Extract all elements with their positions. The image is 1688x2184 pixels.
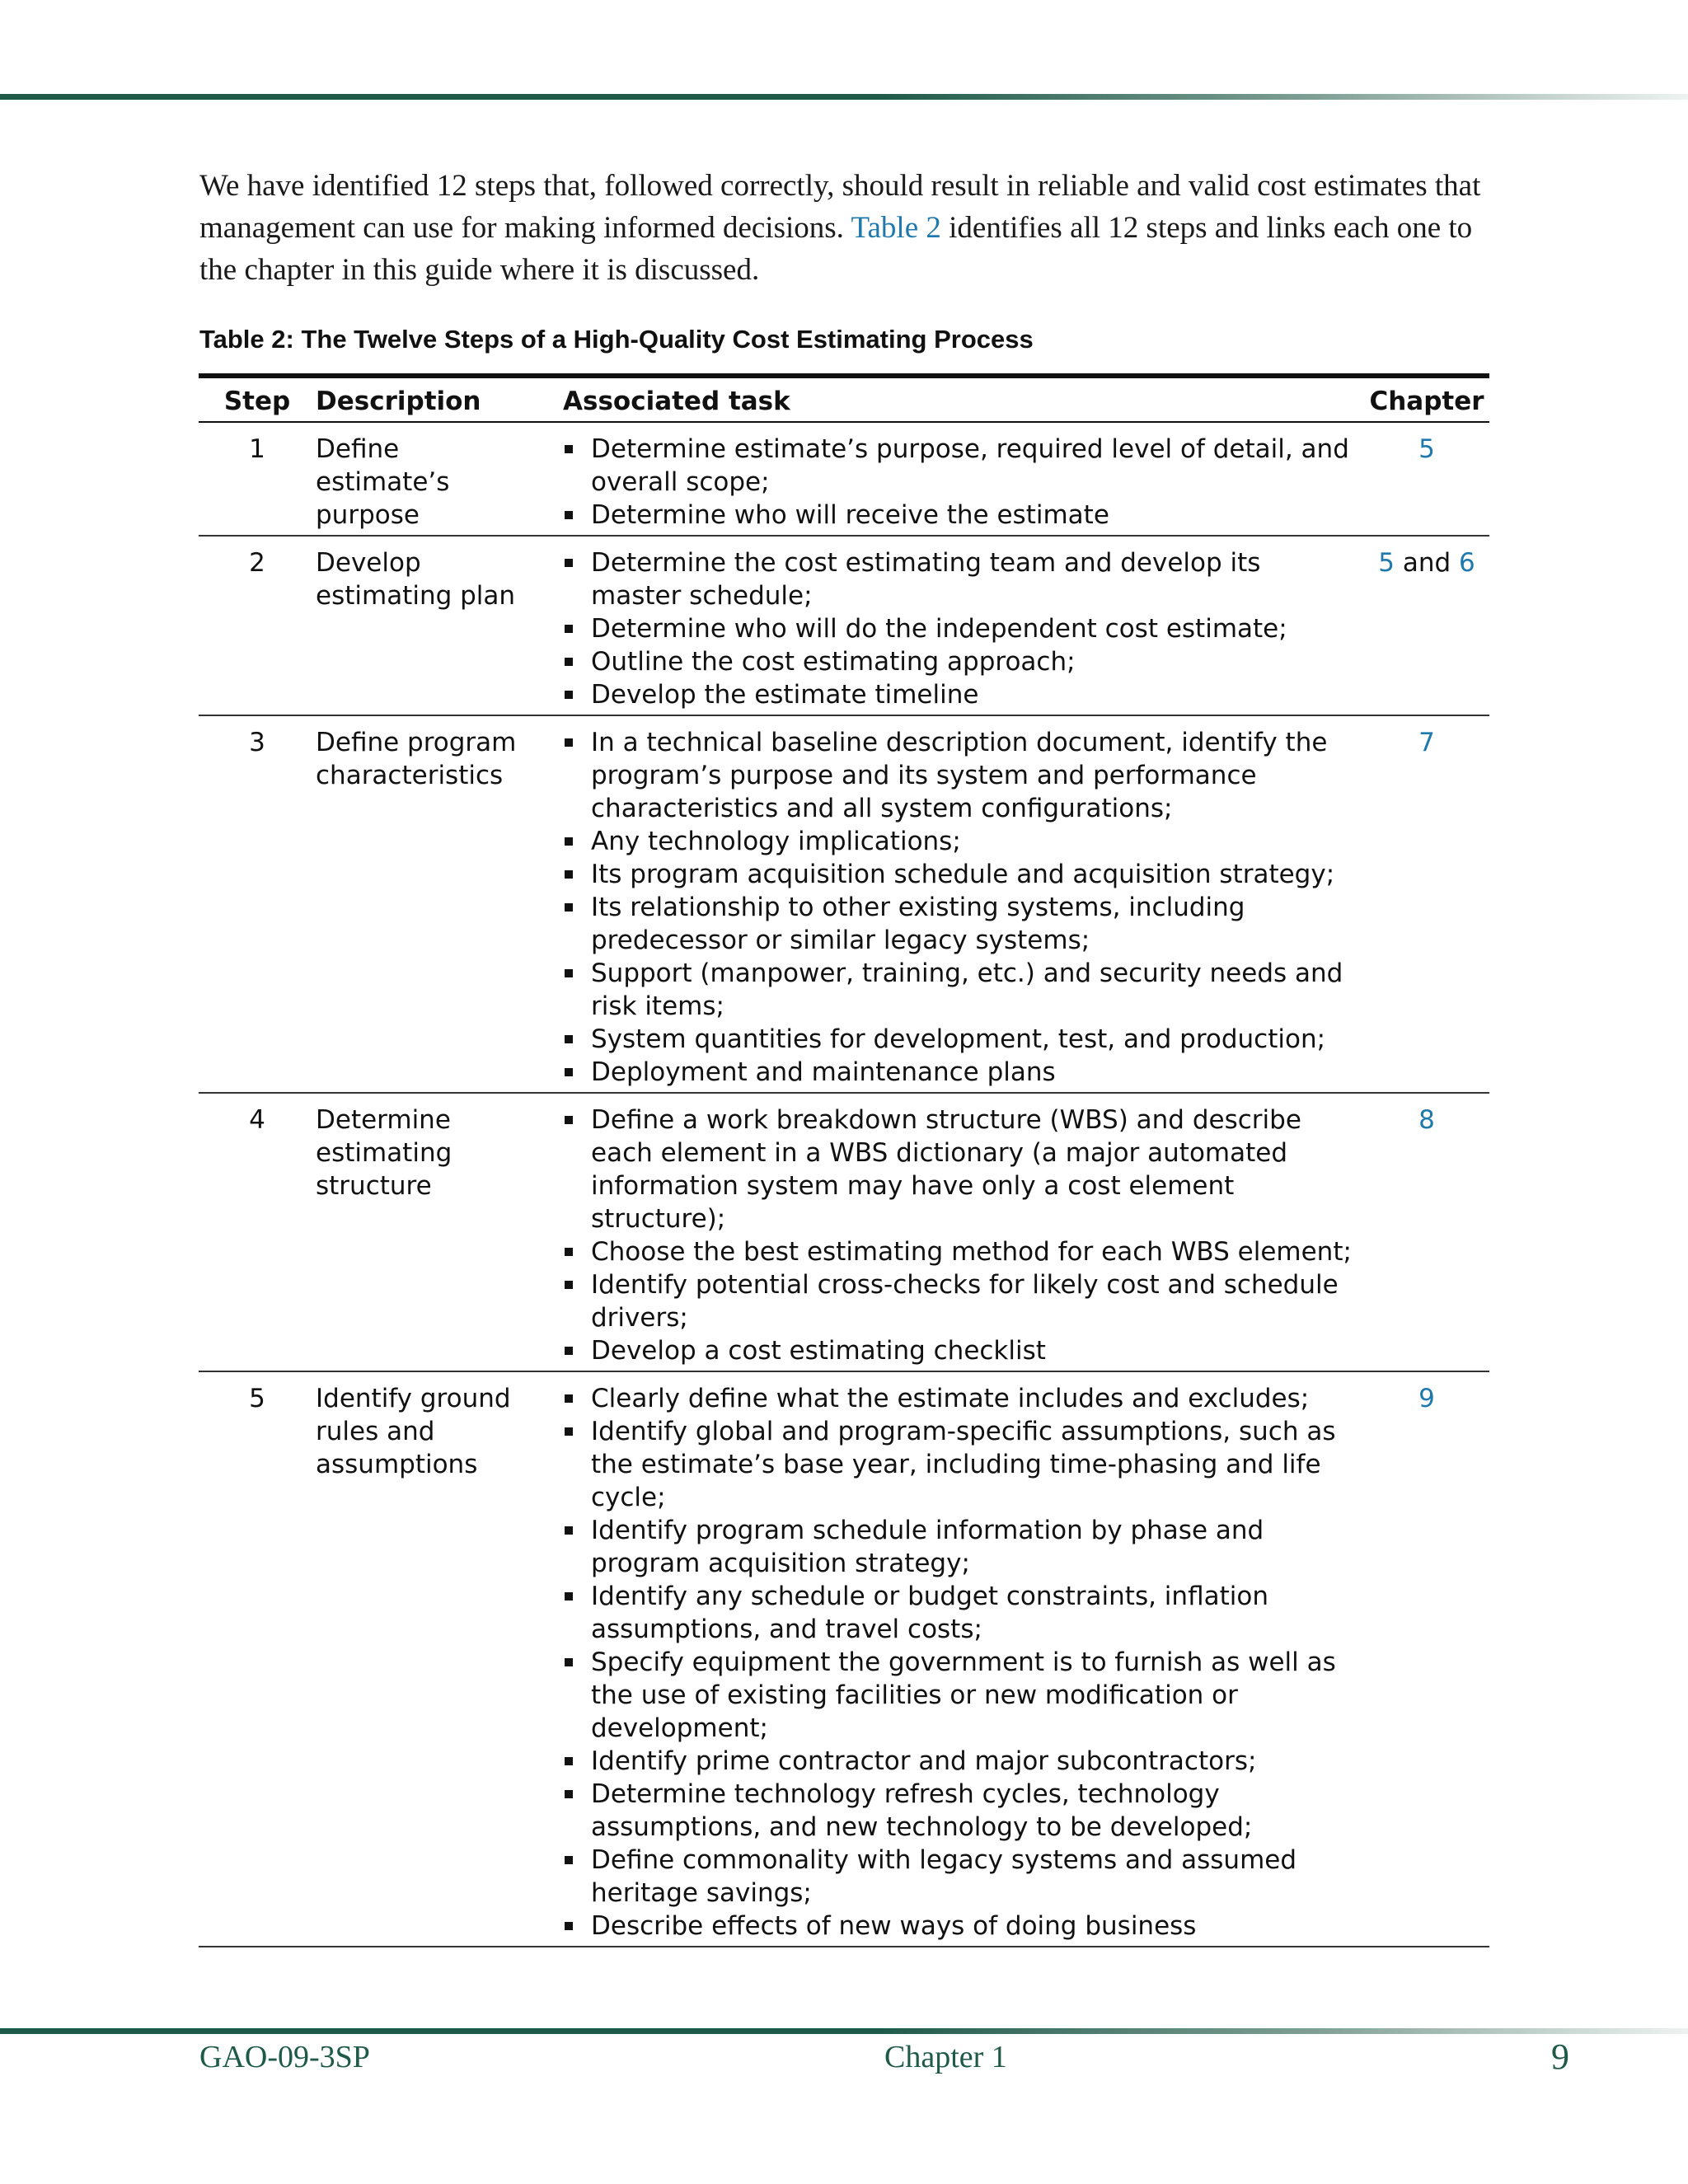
chapter-link[interactable]: 9 [1418, 1384, 1435, 1413]
task-list-item: Develop a cost estimating checklist [563, 1334, 1357, 1367]
chapter-cell [1364, 1371, 1489, 1947]
task-list-item: Identify potential cross-checks for likely cost and schedule drivers; [563, 1268, 1357, 1334]
step-description: Identify ground rules and assumptions [316, 1384, 511, 1479]
table-2-link[interactable]: Table 2 [851, 211, 941, 245]
table-row [199, 422, 1489, 536]
step-description-cell [316, 422, 563, 536]
chapter-cell [1364, 536, 1489, 715]
intro-text-end: identifies all 12 steps and links each one to the chapter in this guide where it is discussed. [199, 211, 1473, 287]
footer-document-id: GAO-09-3SP [199, 2040, 370, 2074]
task-list-item: Identify any schedule or budget constraints, inflation assumptions, and travel costs; [563, 1580, 1357, 1646]
task-list-item: Any technology implications; [563, 825, 1357, 858]
task-list [563, 1104, 1364, 1367]
intro-text-start: We have identified 12 steps that, followed correctly, should result in reliable and valid cost estimates that management can use for making informed decisions. [199, 169, 1481, 245]
task-list-item: In a technical baseline description document, identify the program’s purpose and its system and performance characteristics and all system configurations; [563, 726, 1357, 825]
steps-table-container [199, 373, 1489, 1947]
intro-paragraph [199, 165, 1502, 291]
step-number: 2 [249, 548, 265, 578]
chapter-link-secondary[interactable]: 6 [1459, 548, 1475, 578]
step-number: 5 [249, 1384, 265, 1413]
table-row [199, 1371, 1489, 1947]
task-list [563, 546, 1364, 711]
table-row [199, 715, 1489, 1093]
associated-task-cell [563, 715, 1364, 1093]
task-list-item: Specify equipment the government is to furnish as well as the use of existing facilities or new modification or development; [563, 1646, 1357, 1745]
task-list-item: Define a work breakdown structure (WBS) and describe each element in a WBS dictionary (a major automated information system may have only a cost element structure); [563, 1104, 1357, 1235]
step-description: Define program characteristics [316, 728, 517, 790]
associated-task-cell [563, 422, 1364, 536]
chapter-link[interactable]: 8 [1418, 1105, 1435, 1135]
task-list-item: Outline the cost estimating approach; [563, 645, 1357, 678]
task-list-item: Identify program schedule information by phase and program acquisition strategy; [563, 1514, 1357, 1580]
step-number: 3 [249, 728, 265, 757]
chapter-cell [1364, 1093, 1489, 1371]
associated-task-cell [563, 1371, 1364, 1947]
task-list-item: System quantities for development, test, and production; [563, 1023, 1357, 1056]
task-list-item: Determine who will receive the estimate [563, 499, 1357, 532]
step-description-cell [316, 715, 563, 1093]
table-row [199, 536, 1489, 715]
task-list-item: Choose the best estimating method for each WBS element; [563, 1235, 1357, 1268]
step-description: Determine estimating structure [316, 1105, 452, 1201]
task-list-item: Clearly define what the estimate includes and excludes; [563, 1382, 1357, 1415]
header-step: Step [223, 387, 291, 416]
header-associated-task: Associated task [563, 387, 790, 416]
header-chapter: Chapter [1369, 387, 1484, 416]
associated-task-cell [563, 1093, 1364, 1371]
task-list [563, 433, 1364, 532]
task-list-item: Determine the cost estimating team and develop its master schedule; [563, 546, 1357, 612]
table-caption: Table 2: The Twelve Steps of a High-Quality Cost Estimating Process [199, 325, 1034, 354]
chapter-cell [1364, 422, 1489, 536]
task-list-item: Identify global and program-specific assumptions, such as the estimate’s base year, including time-phasing and life cycle; [563, 1415, 1357, 1514]
task-list-item: Its program acquisition schedule and acquisition strategy; [563, 858, 1357, 891]
step-number: 1 [249, 434, 265, 464]
table-row [199, 1093, 1489, 1371]
footer-rule [0, 2028, 1688, 2034]
table-header-row [199, 376, 1489, 422]
step-description-cell [316, 1371, 563, 1947]
step-description: Define estimate’s purpose [316, 434, 450, 530]
step-description-cell [316, 1093, 563, 1371]
task-list-item: Determine estimate’s purpose, required level of detail, and overall scope; [563, 433, 1357, 499]
task-list-item: Identify prime contractor and major subcontractors; [563, 1745, 1357, 1778]
table-body [199, 422, 1489, 1947]
header-rule [0, 94, 1688, 100]
task-list-item: Determine who will do the independent cost estimate; [563, 612, 1357, 645]
chapter-link[interactable]: 7 [1418, 728, 1435, 757]
chapter-cell [1364, 715, 1489, 1093]
task-list-item: Deployment and maintenance plans [563, 1056, 1357, 1089]
footer-chapter: Chapter 1 [884, 2040, 1007, 2074]
step-description: Develop estimating plan [316, 548, 516, 611]
associated-task-cell [563, 536, 1364, 715]
task-list-item: Support (manpower, training, etc.) and security needs and risk items; [563, 957, 1357, 1023]
task-list-item: Determine technology refresh cycles, technology assumptions, and new technology to be developed; [563, 1778, 1357, 1844]
steps-table [199, 373, 1489, 1947]
step-number: 4 [249, 1105, 265, 1135]
task-list-item: Its relationship to other existing systems, including predecessor or similar legacy systems; [563, 891, 1357, 957]
task-list-item: Describe effects of new ways of doing business [563, 1910, 1357, 1943]
chapter-link[interactable]: 5 [1378, 548, 1395, 578]
chapter-link[interactable]: 5 [1418, 434, 1435, 464]
header-description: Description [316, 387, 481, 416]
task-list-item: Define commonality with legacy systems and assumed heritage savings; [563, 1844, 1357, 1910]
chapter-conjunction: and [1394, 548, 1460, 578]
page-number: 9 [1551, 2036, 1569, 2077]
task-list-item: Develop the estimate timeline [563, 678, 1357, 711]
task-list [563, 1382, 1364, 1943]
task-list [563, 726, 1364, 1089]
step-description-cell [316, 536, 563, 715]
